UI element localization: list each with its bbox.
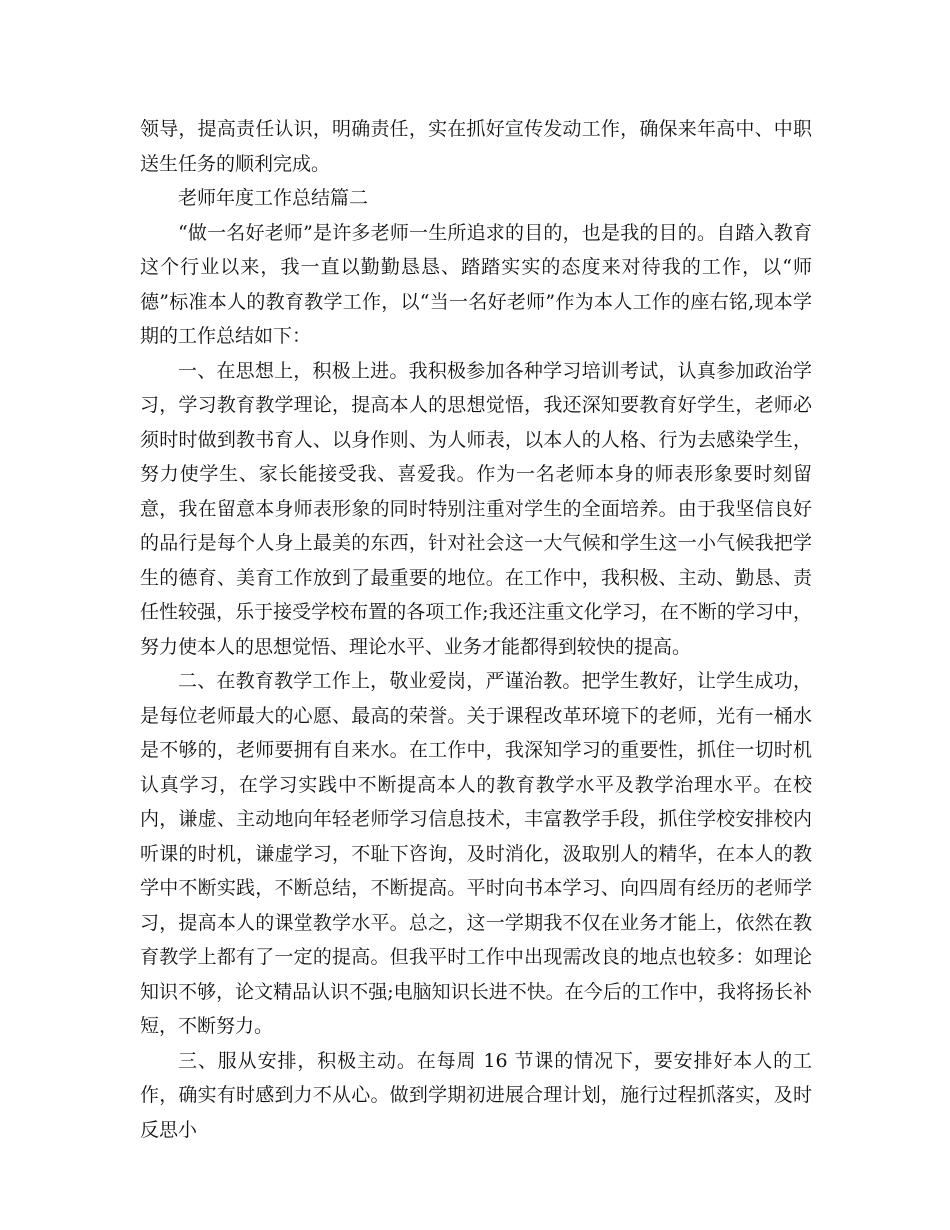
paragraph-intro: “做一名好老师”是许多老师一生所追求的目的，也是我的目的。自踏入教育这个行业以来，我一直以勤勤恳恳、踏踏实实的态度来对待我的工作，以“师德”标准本人的教育教学工作，以“当一名好老师”作为本人工作的座右铭,现本学期的工作总结如下： — [140, 221, 812, 347]
paragraph-section-1: 一、在思想上，积极上进。我积极参加各种学习培训考试，认真参加政治学习，学习教育教学理论，提高本人的思想觉悟，我还深知要教育好学生，老师必须时时做到教书育人、以身作则、为人师表，以本人的人格、行为去感染学生，努力使学生、家长能接受我、喜爱我。作为一名老师本身的师表形象要时刻留意，我在留意本身师表形象的同时特别注重对学生的全面培养。由于我坚信良好的品行是每个人身上最美的东西，针对社会这一大气候和学生这一小气候我把学生的德育、美育工作放到了最重要的地位。在工作中，我积极、主动、勤恳、责任性较强，乐于接受学校布置的各项工作;我还注重文化学习，在不断的学习中，努力使本人的思想觉悟、理论水平、业务才能都得到较快的提高。 — [140, 359, 812, 658]
paragraph-section-2: 二、在教育教学工作上，敬业爱岗，严谨治教。把学生教好，让学生成功，是每位老师最大的心愿、最高的荣誉。关于课程改革环境下的老师，光有一桶水是不够的，老师要拥有自来水。在工作中，我深知学习的重要性，抓住一切时机认真学习，在学习实践中不断提高本人的教育教学水平及教学治理水平。在校内，谦虚、主动地向年轻老师学习信息技术，丰富教学手段，抓住学校安排校内听课的时机，谦虚学习，不耻下咨询，及时消化，汲取别人的精华，在本人的教学中不断实践，不断总结，不断提高。平时向书本学习、向四周有经历的老师学习，提高本人的课堂教学水平。总之，这一学期我不仅在业务才能上，依然在教育教学上都有了一定的提高。但我平时工作中出现需改良的地点也较多：如理论知识不够，论文精品认识不强;电脑知识长进不快。在今后的工作中，我将扬长补短，不断努力。 — [140, 670, 812, 1037]
paragraph-continuation: 领导，提高责任认识，明确责任，实在抓好宣传发动工作，确保来年高中、中职送生任务的顺利完成。 — [140, 118, 812, 175]
paragraph-section-3: 三、服从安排，积极主动。在每周 16 节课的情况下，要安排好本人的工作，确实有时感到力不从心。做到学期初进展合理计划，施行过程抓落实，及时反思小 — [140, 1049, 812, 1141]
document-body — [140, 112, 812, 1147]
section-heading: 老师年度工作总结篇二 — [178, 187, 369, 209]
